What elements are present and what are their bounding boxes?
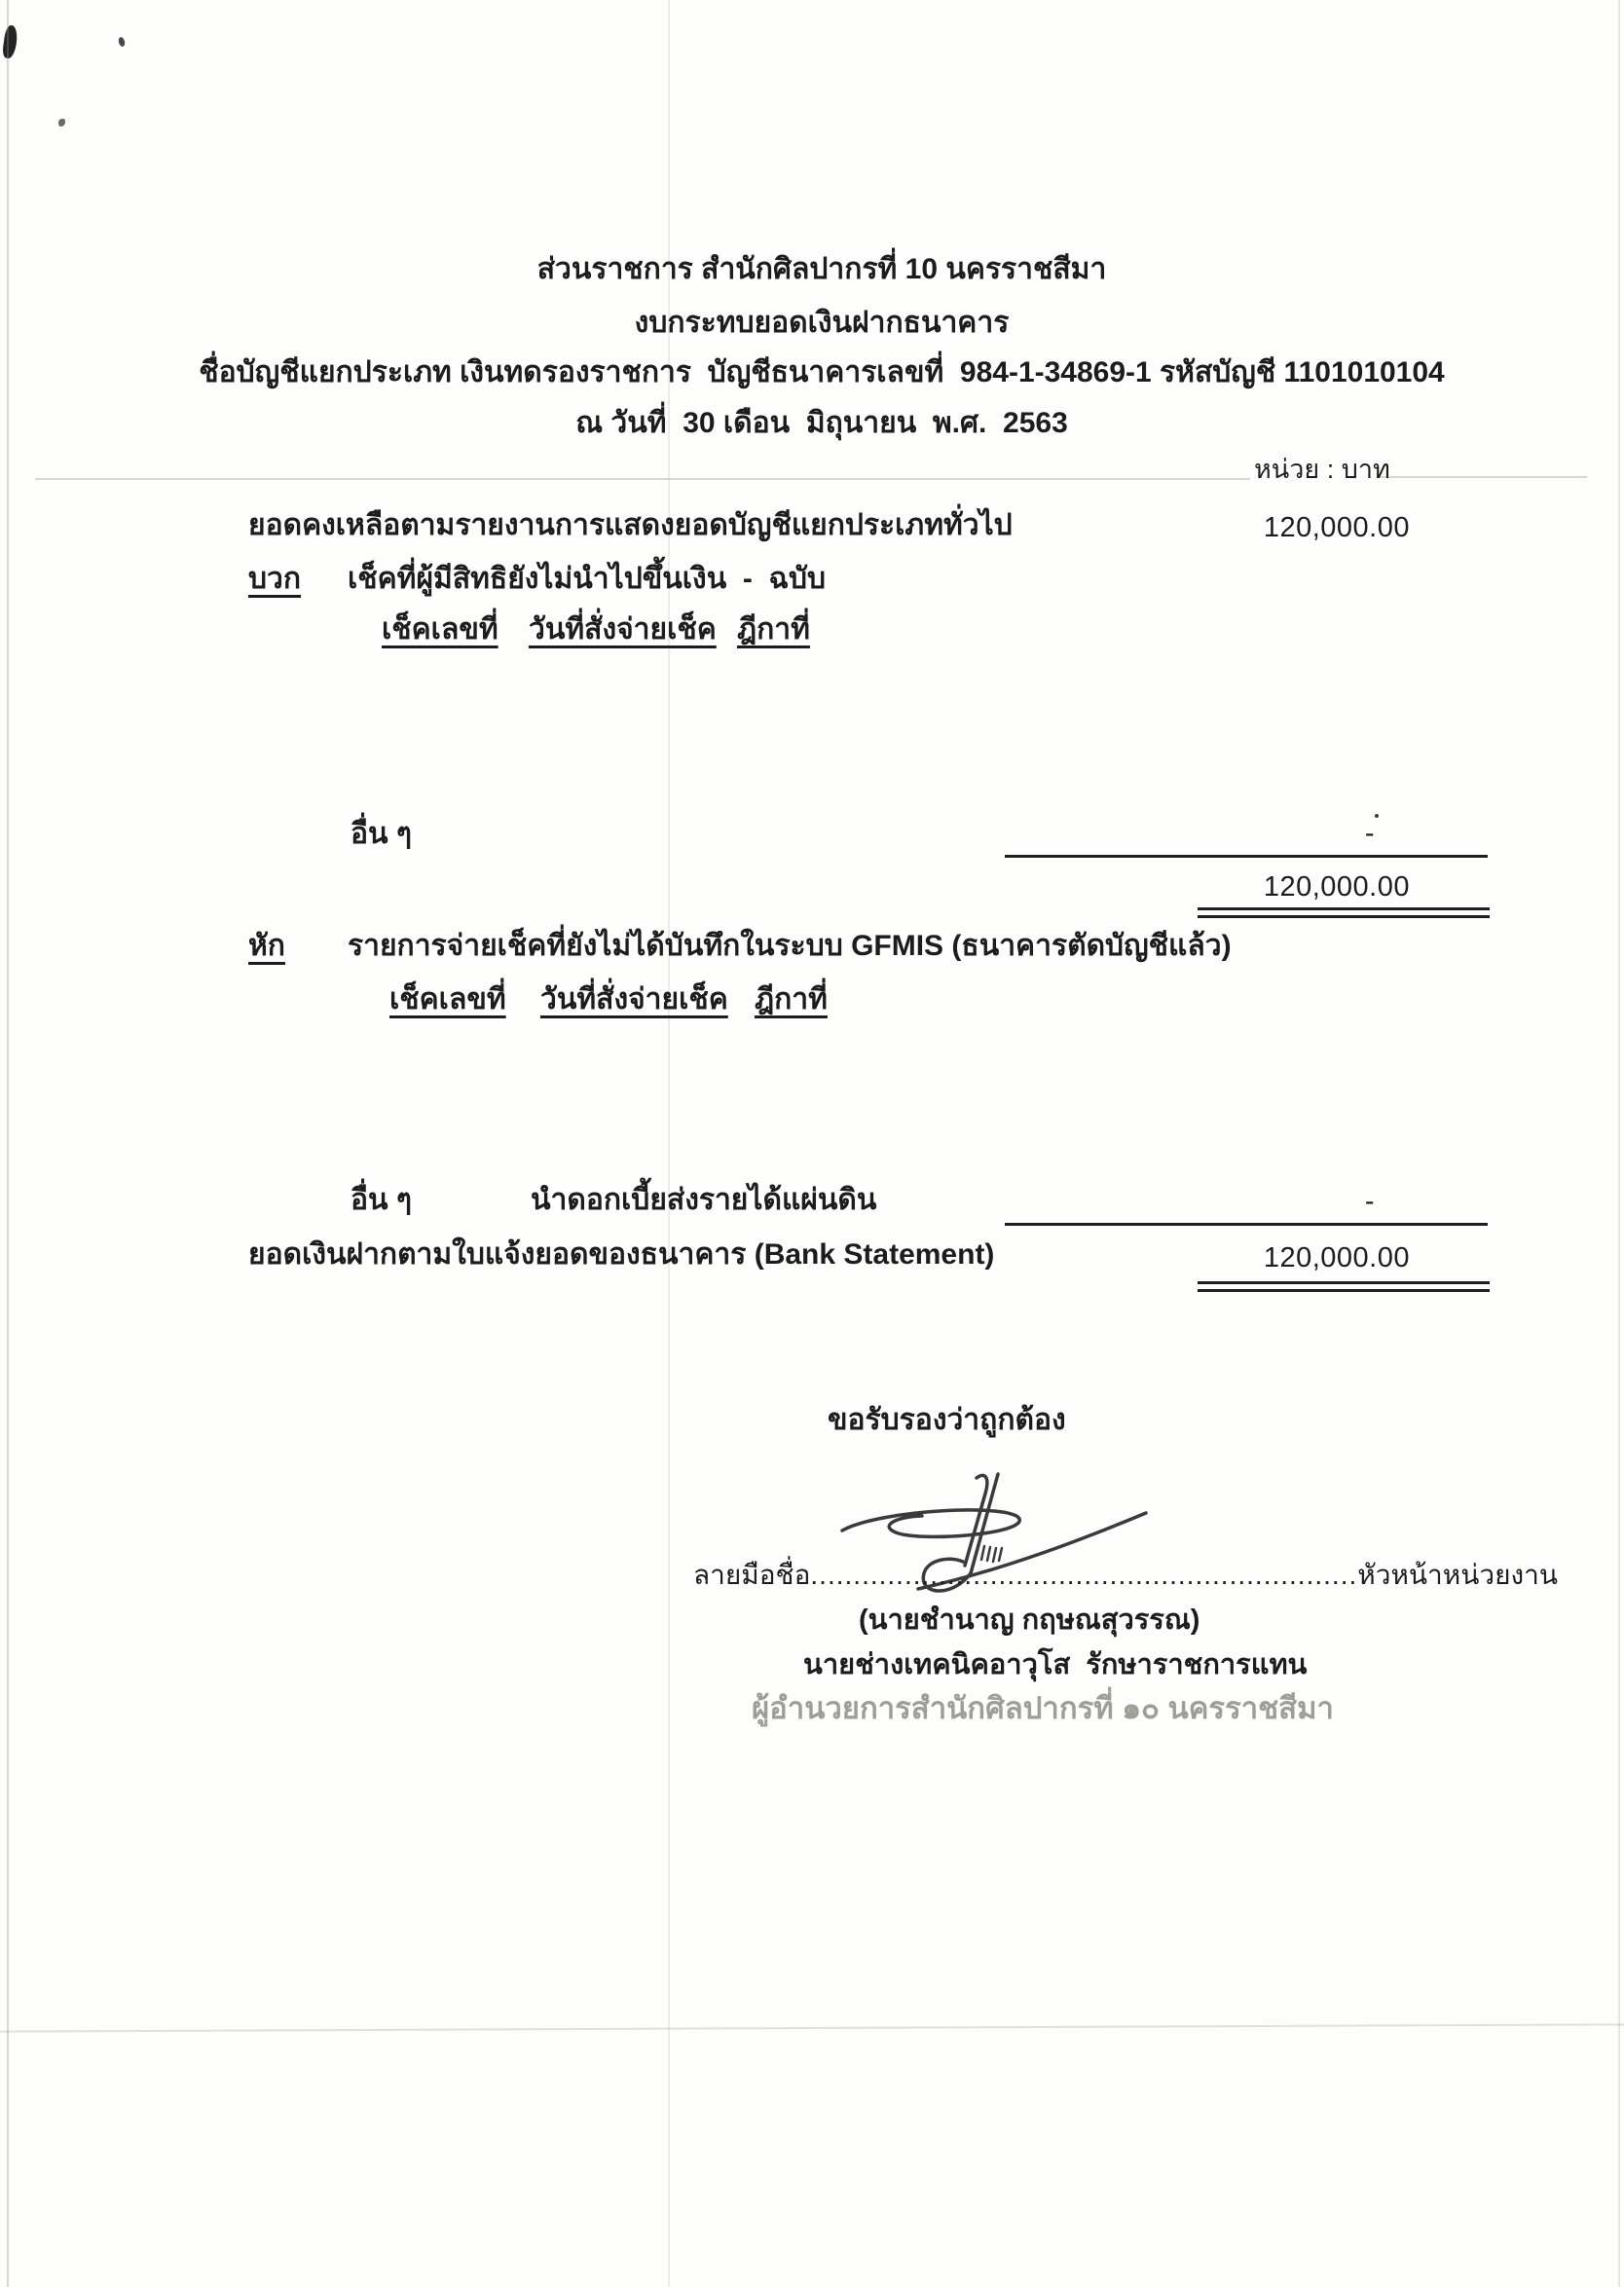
certify-text: ขอรับรองว่าถูกต้อง	[828, 1404, 1066, 1436]
deduct-description: รายการจ่ายเช็คที่ยังไม่ได้บันทึกในระบบ GFMIS (ธนาคารตัดบัญชีแล้ว)	[348, 930, 1232, 962]
total-double-rule	[1198, 1281, 1490, 1292]
deeka-header: ฎีกาที่	[737, 613, 810, 646]
scan-artifact	[1375, 814, 1379, 818]
signature-line	[693, 1558, 1558, 1592]
add-other-rule	[1005, 855, 1488, 858]
add-keyword: บวก	[248, 563, 302, 595]
signature-dotted-line: ................................................................	[810, 1560, 1358, 1590]
scan-artifact	[58, 119, 65, 127]
signer-position: นายช่างเทคนิคอาวุโส รักษาราชการแทน	[803, 1649, 1308, 1680]
balance-label: ยอดคงเหลือตามรายงานการแสดงยอดบัญชีแยกประเภททั่วไป	[248, 509, 1013, 541]
scan-line-bottom	[0, 2023, 1624, 2032]
add-subtotal-amount: 120,000.00	[1263, 871, 1410, 903]
page-right-edge	[1618, 0, 1620, 2287]
page-left-edge	[7, 0, 9, 2287]
unit-rule-left	[35, 478, 1250, 480]
header-doc-title: งบกระทบยอดเงินฝากธนาคาร	[634, 307, 1010, 339]
unit-rule-right	[1377, 476, 1587, 478]
signer-position-stamp: ผู้อำนวยการสำนักศิลปากรที่ ๑๐ นครราชสีมา	[752, 1691, 1334, 1725]
deduct-keyword: หัก	[248, 930, 285, 962]
balance-amount: 120,000.00	[1263, 512, 1410, 543]
deduct-other-rule	[1005, 1223, 1488, 1226]
scan-artifact	[2, 24, 19, 58]
total-label: ยอดเงินฝากตามใบแจ้งยอดของธนาคาร (Bank Statement)	[248, 1238, 995, 1271]
deduct-other-description: นำดอกเบี้ยส่งรายได้แผ่นดิน	[531, 1184, 877, 1216]
paper-fold-line	[668, 0, 670, 2287]
signature-line-suffix: หัวหน้าหน่วยงาน	[1357, 1560, 1559, 1590]
check-date-header: วันที่สั่งจ่ายเช็ค	[529, 613, 717, 646]
deduct-other-label: อื่น ๆ	[351, 1184, 412, 1216]
scan-artifact	[118, 36, 126, 47]
add-other-label: อื่น ๆ	[351, 818, 412, 850]
add-other-amount: -	[1364, 818, 1375, 849]
check-date-header-2: วันที่สั่งจ่ายเช็ค	[540, 983, 728, 1015]
deeka-header-2: ฎีกาที่	[755, 983, 828, 1015]
deduct-other-amount: -	[1364, 1186, 1375, 1217]
add-description: เช็คที่ผู้มีสิทธิยังไม่นำไปขึ้นเงิน - ฉบับ	[348, 563, 827, 595]
signer-name: (นายชำนาญ กฤษณสุวรรณ)	[859, 1605, 1200, 1636]
total-amount: 120,000.00	[1263, 1242, 1410, 1273]
check-no-header-2: เช็คเลขที่	[389, 983, 506, 1015]
unit-label: หน่วย : บาท	[1254, 455, 1390, 484]
check-no-header: เช็คเลขที่	[382, 613, 498, 646]
signature-line-prefix: ลายมือชื่อ	[693, 1560, 811, 1590]
header-agency-line: ส่วนราชการ สำนักศิลปากรที่ 10 นครราชสีมา	[536, 253, 1107, 285]
add-subtotal-double-rule	[1198, 907, 1490, 918]
header-date-line: ณ วันที่ 30 เดือน มิถุนายน พ.ศ. 2563	[575, 407, 1068, 439]
header-account-line: ชื่อบัญชีแยกประเภท เงินทดรองราชการ บัญชีธนาคารเลขที่ 984-1-34869-1 รหัสบัญชี 1101010104	[199, 356, 1445, 388]
